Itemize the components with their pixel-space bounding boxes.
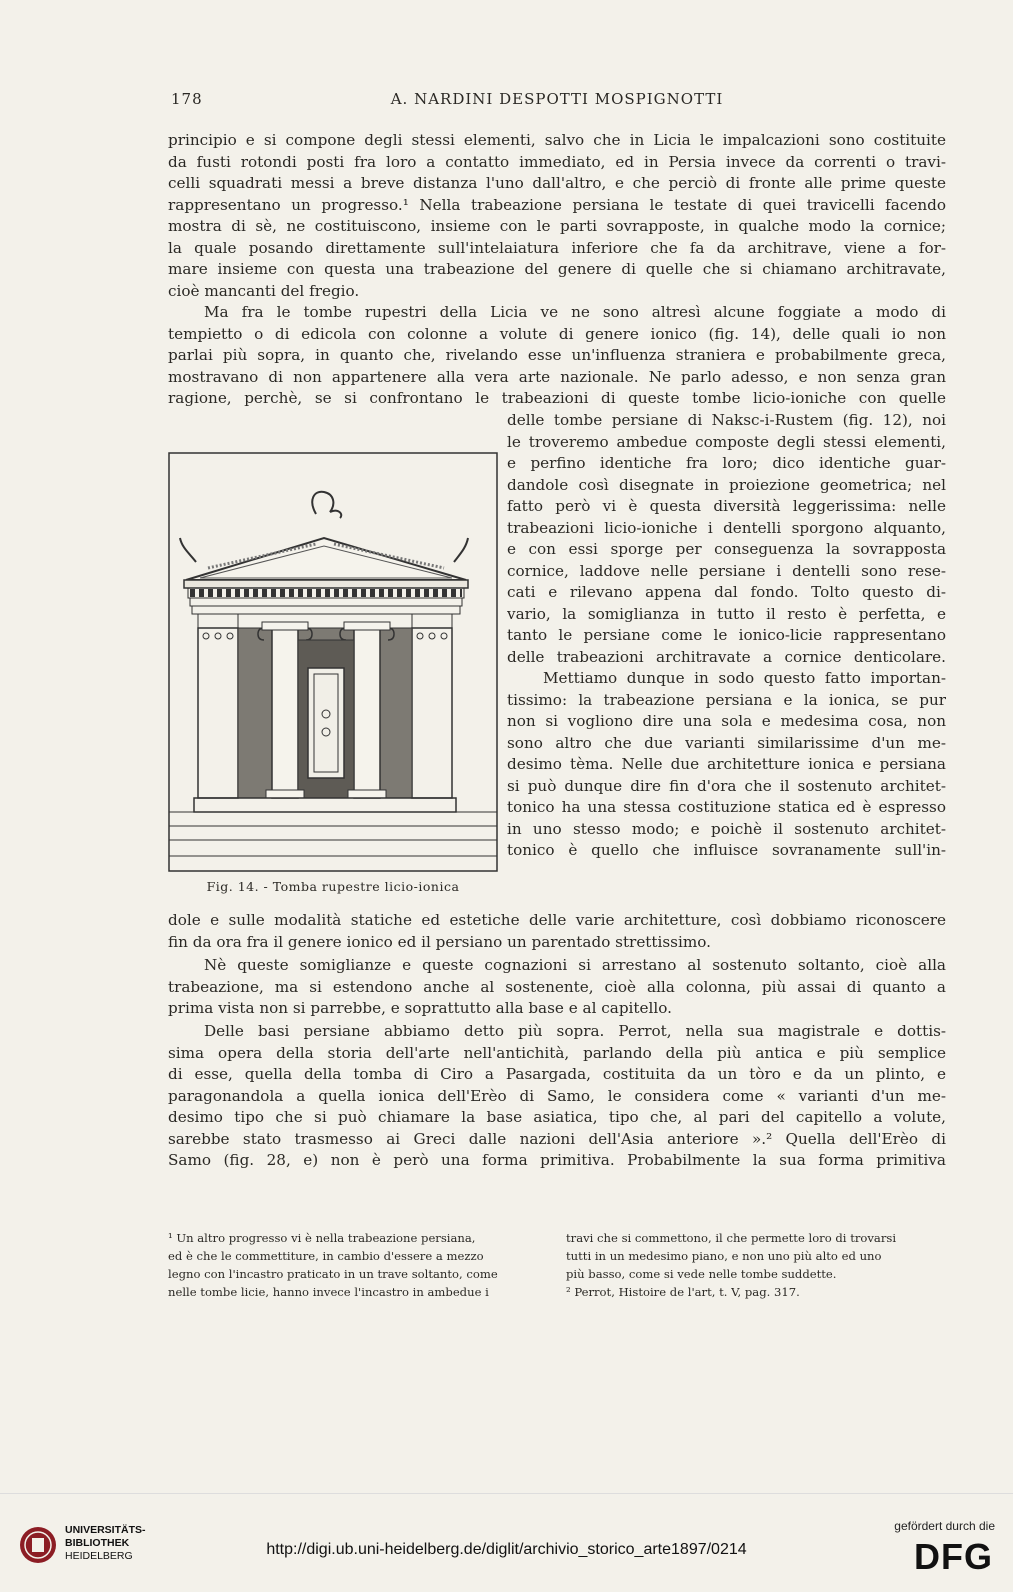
text-line: tonico è quello che influisce sovranamente sull'in- bbox=[507, 841, 946, 859]
text-line: Mettiamo dunque in sodo questo fatto importan- bbox=[543, 669, 946, 687]
institution-line: HEIDELBERG bbox=[65, 1550, 133, 1562]
text-line: trabeazione, ma si estendono anche al sostenente, cioè alla colonna, più assai di quanto a bbox=[168, 977, 946, 996]
text-line: principio e si compone degli stessi elementi, salvo che in Licia le impalcazioni sono costituite bbox=[168, 131, 946, 149]
text-line: ragione, perchè, se si confrontano le trabeazioni di queste tombe licio-ioniche con quelle bbox=[168, 389, 946, 407]
tomb-illustration bbox=[168, 452, 498, 872]
text-line: mostra di sè, ne costituiscono, insieme con le parti sovrapposte, in qualche modo la cornice; bbox=[168, 217, 946, 235]
text-line: dandole così disegnate in proiezione geometrica; nel bbox=[507, 475, 946, 494]
running-header bbox=[168, 90, 946, 114]
text-line: delle trabeazioni architravate a cornice denticolare. bbox=[507, 647, 946, 666]
text-line: tonico ha una stessa costituzione statica ed è espresso bbox=[507, 798, 946, 816]
footnote-line: più basso, come si vede nelle tombe suddette. bbox=[566, 1267, 837, 1281]
footnote-line: ¹ Un altro progresso vi è nella trabeazione persiana, bbox=[168, 1231, 476, 1245]
dfg-logo: DFG bbox=[914, 1536, 993, 1577]
text-line: mostravano di non appartenere alla vera arte nazionale. Ne parlo adesso, e non senza gran bbox=[168, 367, 946, 386]
text-line: Nè queste somiglianze e queste cognazioni si arrestano al sostenuto soltanto, cioè alla bbox=[204, 956, 946, 974]
text-line: paragonandola a quella ionica dell'Erèo di Samo, le considera come « varianti d'un me- bbox=[168, 1086, 946, 1105]
footnote-line: legno con l'incastro praticato in un trave soltanto, come bbox=[168, 1267, 498, 1281]
text-line: da fusti rotondi posti fra loro a contatto immediato, ed in Persia invece da correnti o travi- bbox=[168, 152, 946, 171]
text-line: celli squadrati messi a breve distanza l'uno dall'altro, e che perciò di fronte alle prime queste bbox=[168, 174, 946, 192]
text-line: la quale posando direttamente sull'intelaiatura inferiore che fa da architrave, viene a for- bbox=[168, 238, 946, 257]
text-line: tempietto o di edicola con colonne a volute di genere ionico (fig. 14), delle quali io non bbox=[168, 324, 946, 343]
text-line: fin da ora fra il genere ionico ed il persiano un parentado strettissimo. bbox=[168, 932, 711, 951]
text-line: trabeazioni licio-ioniche i dentelli sporgono alquanto, bbox=[507, 518, 946, 537]
text-line: rappresentano un progresso.¹ Nella trabeazione persiana le testate di quei travicelli facendo bbox=[168, 195, 946, 214]
text-line: e perfino identiche fra loro; dico identiche guar- bbox=[507, 454, 946, 472]
source-url-link[interactable]: http://digi.ub.uni-heidelberg.de/diglit/archivio_storico_arte1897/0214 bbox=[266, 1541, 747, 1558]
text-line: fatto però vi è questa diversità leggerissima: nelle bbox=[507, 497, 946, 515]
figure-tomb-drawing bbox=[168, 452, 498, 872]
institution-line: UNIVERSITÄTS- bbox=[65, 1524, 146, 1536]
page-number: 178 bbox=[171, 90, 203, 108]
text-line: prima vista non si parrebbe, e soprattutto alla base e al capitello. bbox=[168, 999, 672, 1017]
text-line: cornice, laddove nelle persiane i dentelli sono rese- bbox=[507, 561, 946, 580]
institution-line: BIBLIOTHEK bbox=[65, 1537, 130, 1549]
footnote-line: tutti in un medesimo piano, e non uno più alto ed uno bbox=[566, 1249, 882, 1263]
text-line: mare insieme con questa una trabeazione del genere di quelle che si chiamano architravate, bbox=[168, 260, 946, 278]
text-line: si può dunque dire fin d'ora che il sostenuto architet- bbox=[507, 776, 946, 795]
sponsor-label: gefördert durch die bbox=[894, 1519, 995, 1533]
text-line: Delle basi persiane abbiamo detto più sopra. Perrot, nella sua magistrale e dottis- bbox=[204, 1022, 946, 1040]
text-line: parlai più sopra, in quanto che, rivelando esse un'influenza straniera e probabilmente greca, bbox=[168, 346, 946, 364]
text-line: dole e sulle modalità statiche ed estetiche delle varie architetture, così dobbiamo riconoscere bbox=[168, 911, 946, 929]
text-line: e con essi sporge per conseguenza la sovrapposta bbox=[507, 540, 946, 558]
text-line: le troveremo ambedue composte degli stessi elementi, bbox=[507, 432, 946, 451]
text-line: desimo tèma. Nelle due architetture ionica e persiana bbox=[507, 755, 946, 773]
text-line: in uno stesso modo; e poichè il sostenuto architet- bbox=[507, 819, 946, 838]
text-line: Samo (fig. 28, e) non è però una forma primitiva. Probabilmente la sua forma primitiva bbox=[168, 1151, 946, 1169]
text-line: cati e rilevano appena dal fondo. Tolto questo di- bbox=[507, 583, 946, 601]
text-line: non si vogliono dire una sola e medesima cosa, non bbox=[507, 712, 946, 730]
text-line: cioè mancanti del fregio. bbox=[168, 281, 360, 300]
footnote-line: nelle tombe licie, hanno invece l'incastro in ambedue i bbox=[168, 1285, 489, 1299]
text-line: Ma fra le tombe rupestri della Licia ve ne sono altresì alcune foggiate a modo di bbox=[204, 303, 946, 321]
text-line: desimo tipo che si può chiamare la base asiatica, tipo che, al pari del capitello a volute, bbox=[168, 1108, 946, 1126]
text-line: sarebbe stato trasmesso ai Greci dalle nazioni dell'Asia anteriore ».² Quella dell'Erèo di bbox=[168, 1129, 946, 1148]
text-line: sima opera della storia dell'arte nell'antichità, parlando della più antica e più semplice bbox=[168, 1043, 946, 1062]
text-line: tissimo: la trabeazione persiana e la ionica, se pur bbox=[507, 690, 946, 709]
text-line: vario, la somiglianza in tutto il resto è perfetta, e bbox=[507, 604, 946, 623]
running-title: A. NARDINI DESPOTTI MOSPIGNOTTI bbox=[390, 90, 724, 108]
footnote-line: ² Perrot, Histoire de l'art, t. V, pag. 317. bbox=[566, 1285, 800, 1299]
figure-caption: Fig. 14. - Tomba rupestre licio-ionica bbox=[206, 879, 460, 894]
footer-bar bbox=[0, 1493, 1013, 1592]
text-line: delle tombe persiane di Naksc-i-Rustem (fig. 12), noi bbox=[507, 411, 946, 429]
text-line: tanto le persiane come le ionico-licie rappresentano bbox=[507, 626, 946, 644]
text-line: di esse, quella della tomba di Ciro a Pasargada, costituita da un tòro e da un plinto, e bbox=[168, 1065, 946, 1083]
text-line: sono altro che due varianti similarissime d'un me- bbox=[507, 733, 946, 752]
footnote-line: travi che si commettono, il che permette loro di trovarsi bbox=[566, 1231, 897, 1245]
footnote-line: ed è che le commettiture, in cambio d'essere a mezzo bbox=[168, 1249, 484, 1263]
